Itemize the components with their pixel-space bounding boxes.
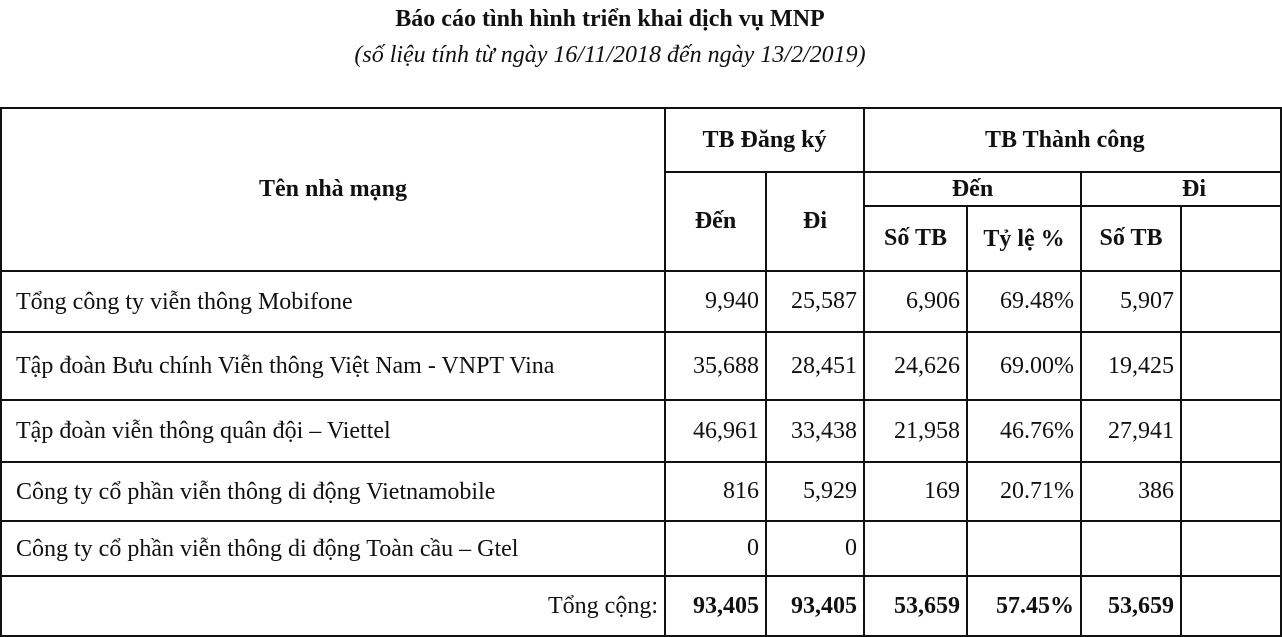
report-title: Báo cáo tình hình triển khai dịch vụ MNP xyxy=(395,6,825,32)
operator-name: Công ty cổ phần viễn thông di động Toàn cầu – Gtel xyxy=(1,521,665,576)
success-in-count: 6,906 xyxy=(864,271,967,332)
reg-out-value: 25,587 xyxy=(766,271,864,332)
total-success-out-rate xyxy=(1181,576,1281,636)
total-reg-out: 93,405 xyxy=(766,576,864,636)
operator-name: Tổng công ty viễn thông Mobifone xyxy=(1,271,665,332)
success-in-count: 24,626 xyxy=(864,332,967,400)
operator-name: Tập đoàn Bưu chính Viễn thông Việt Nam - VNPT Vina xyxy=(1,332,665,400)
success-out-rate xyxy=(1181,271,1281,332)
success-in-rate xyxy=(967,521,1081,576)
total-reg-in: 93,405 xyxy=(665,576,766,636)
success-in-count: 169 xyxy=(864,462,967,521)
reg-in-value: 0 xyxy=(665,521,766,576)
table-row xyxy=(1,400,1281,462)
header-success: TB Thành công xyxy=(864,108,1281,172)
success-in-rate: 69.00% xyxy=(967,332,1081,400)
reg-in-value: 46,961 xyxy=(665,400,766,462)
success-out-count: 27,941 xyxy=(1081,400,1181,462)
success-in-rate: 20.71% xyxy=(967,462,1081,521)
header-row-1 xyxy=(1,108,1281,172)
success-out-count: 5,907 xyxy=(1081,271,1181,332)
total-success-in-rate: 57.45% xyxy=(967,576,1081,636)
reg-out-value: 28,451 xyxy=(766,332,864,400)
success-out-count: 386 xyxy=(1081,462,1181,521)
success-in-rate: 69.48% xyxy=(967,271,1081,332)
success-out-count: 19,425 xyxy=(1081,332,1181,400)
table-row xyxy=(1,271,1281,332)
header-rate-out xyxy=(1181,206,1281,271)
operator-name: Công ty cổ phần viễn thông di động Vietnamobile xyxy=(1,462,665,521)
total-success-in-count: 53,659 xyxy=(864,576,967,636)
success-out-count xyxy=(1081,521,1181,576)
report-subtitle: (số liệu tính từ ngày 16/11/2018 đến ngày 13/2/2019) xyxy=(354,42,866,68)
reg-out-value: 5,929 xyxy=(766,462,864,521)
success-in-rate: 46.76% xyxy=(967,400,1081,462)
reg-in-value: 816 xyxy=(665,462,766,521)
reg-in-value: 9,940 xyxy=(665,271,766,332)
header-success-out: Đi xyxy=(1081,172,1281,206)
reg-in-value: 35,688 xyxy=(665,332,766,400)
header-success-in: Đến xyxy=(864,172,1081,206)
table-row xyxy=(1,462,1281,521)
success-out-rate xyxy=(1181,521,1281,576)
reg-out-value: 33,438 xyxy=(766,400,864,462)
header-count-in: Số TB xyxy=(864,206,967,271)
reg-out-value: 0 xyxy=(766,521,864,576)
header-rate-in: Tỷ lệ % xyxy=(967,206,1081,271)
header-operator: Tên nhà mạng xyxy=(1,108,665,271)
header-reg-in: Đến xyxy=(665,172,766,271)
header-count-out: Số TB xyxy=(1081,206,1181,271)
total-row xyxy=(1,576,1281,636)
mnp-report-table xyxy=(0,107,1282,637)
table-row xyxy=(1,521,1281,576)
success-out-rate xyxy=(1181,462,1281,521)
success-out-rate xyxy=(1181,332,1281,400)
success-out-rate xyxy=(1181,400,1281,462)
total-success-out-count: 53,659 xyxy=(1081,576,1181,636)
success-in-count xyxy=(864,521,967,576)
success-in-count: 21,958 xyxy=(864,400,967,462)
total-label: Tổng cộng: xyxy=(1,576,665,636)
table-viewport xyxy=(0,107,1207,631)
header-registered: TB Đăng ký xyxy=(665,108,864,172)
header-reg-out: Đi xyxy=(766,172,864,271)
operator-name: Tập đoàn viễn thông quân đội – Viettel xyxy=(1,400,665,462)
table-row xyxy=(1,332,1281,400)
